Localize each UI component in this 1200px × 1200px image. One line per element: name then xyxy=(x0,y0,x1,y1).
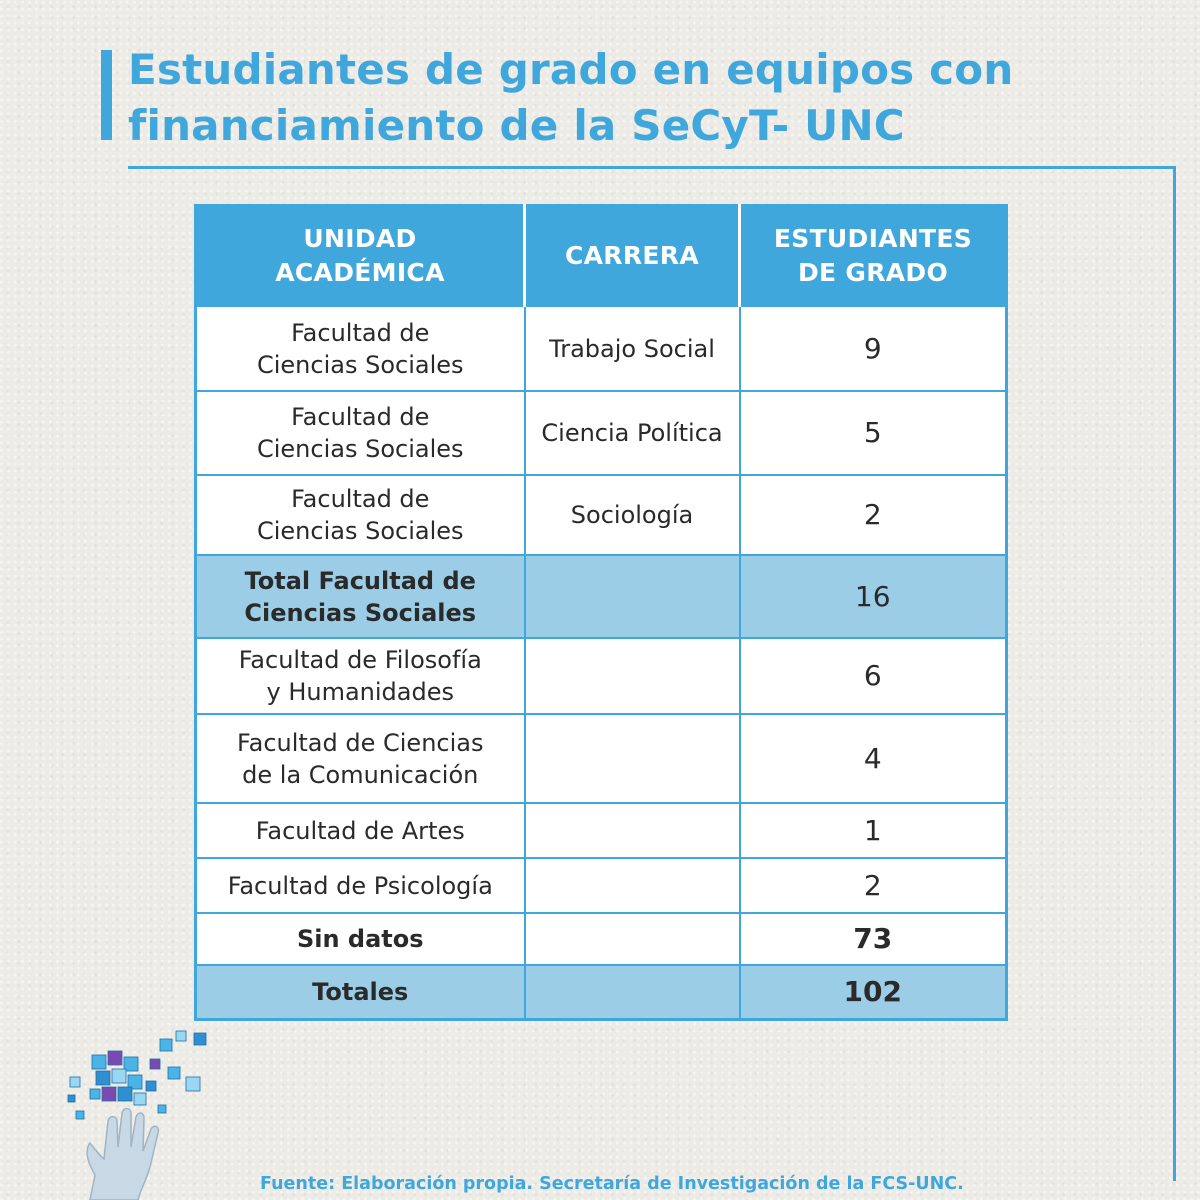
cell-students: 102 xyxy=(740,965,1007,1019)
hand-with-floating-cubes-icon xyxy=(50,1025,240,1200)
cell-unit: Facultad de Ciencias Sociales xyxy=(196,475,525,555)
cell-unit: Facultad de Ciencias de la Comunicación xyxy=(196,714,525,803)
totals-row xyxy=(196,965,1007,1019)
cell-career xyxy=(525,714,740,803)
table-row xyxy=(196,803,1007,858)
source-note: Fuente: Elaboración propia. Secretaría de Investigación de la FCS-UNC. xyxy=(260,1174,964,1194)
cell-students: 1 xyxy=(740,803,1007,858)
table-row xyxy=(196,475,1007,555)
cell-students: 2 xyxy=(740,475,1007,555)
cell-unit: Facultad de Ciencias Sociales xyxy=(196,306,525,391)
table-row xyxy=(196,638,1007,714)
cell-career xyxy=(525,965,740,1019)
cell-students: 16 xyxy=(740,555,1007,638)
cell-students: 2 xyxy=(740,858,1007,913)
cell-unit: Facultad de Ciencias Sociales xyxy=(196,391,525,475)
page-title xyxy=(128,42,1128,154)
cell-students: 9 xyxy=(740,306,1007,391)
subtotal-row xyxy=(196,555,1007,638)
cell-unit: Totales xyxy=(196,965,525,1019)
students-table xyxy=(194,204,1008,1021)
header-students: ESTUDIANTES DE GRADO xyxy=(740,206,1007,307)
cell-career xyxy=(525,858,740,913)
header-career: CARRERA xyxy=(525,206,740,307)
cell-unit: Facultad de Filosofía y Humanidades xyxy=(196,638,525,714)
table-row xyxy=(196,714,1007,803)
table-row xyxy=(196,306,1007,391)
cell-career xyxy=(525,638,740,714)
cell-unit: Sin datos xyxy=(196,913,525,965)
cell-career xyxy=(525,555,740,638)
cell-career xyxy=(525,803,740,858)
table-row xyxy=(196,391,1007,475)
frame-top-line xyxy=(128,166,1176,169)
title-line-2: financiamiento de la SeCyT- UNC xyxy=(128,101,905,150)
header-academic-unit: UNIDAD ACADÉMICA xyxy=(196,206,525,307)
cell-unit: Facultad de Artes xyxy=(196,803,525,858)
cell-students: 5 xyxy=(740,391,1007,475)
cell-unit: Total Facultad de Ciencias Sociales xyxy=(196,555,525,638)
cell-students: 6 xyxy=(740,638,1007,714)
cell-career: Trabajo Social xyxy=(525,306,740,391)
cell-career: Ciencia Política xyxy=(525,391,740,475)
cell-unit: Facultad de Psicología xyxy=(196,858,525,913)
frame-right-line xyxy=(1173,166,1176,1181)
table-row xyxy=(196,858,1007,913)
title-line-1: Estudiantes de grado en equipos con xyxy=(128,45,1014,94)
table-header-row xyxy=(196,206,1007,307)
title-accent-bar xyxy=(101,50,112,140)
cell-career xyxy=(525,913,740,965)
cell-career: Sociología xyxy=(525,475,740,555)
cell-students: 4 xyxy=(740,714,1007,803)
no-data-row xyxy=(196,913,1007,965)
cell-students: 73 xyxy=(740,913,1007,965)
